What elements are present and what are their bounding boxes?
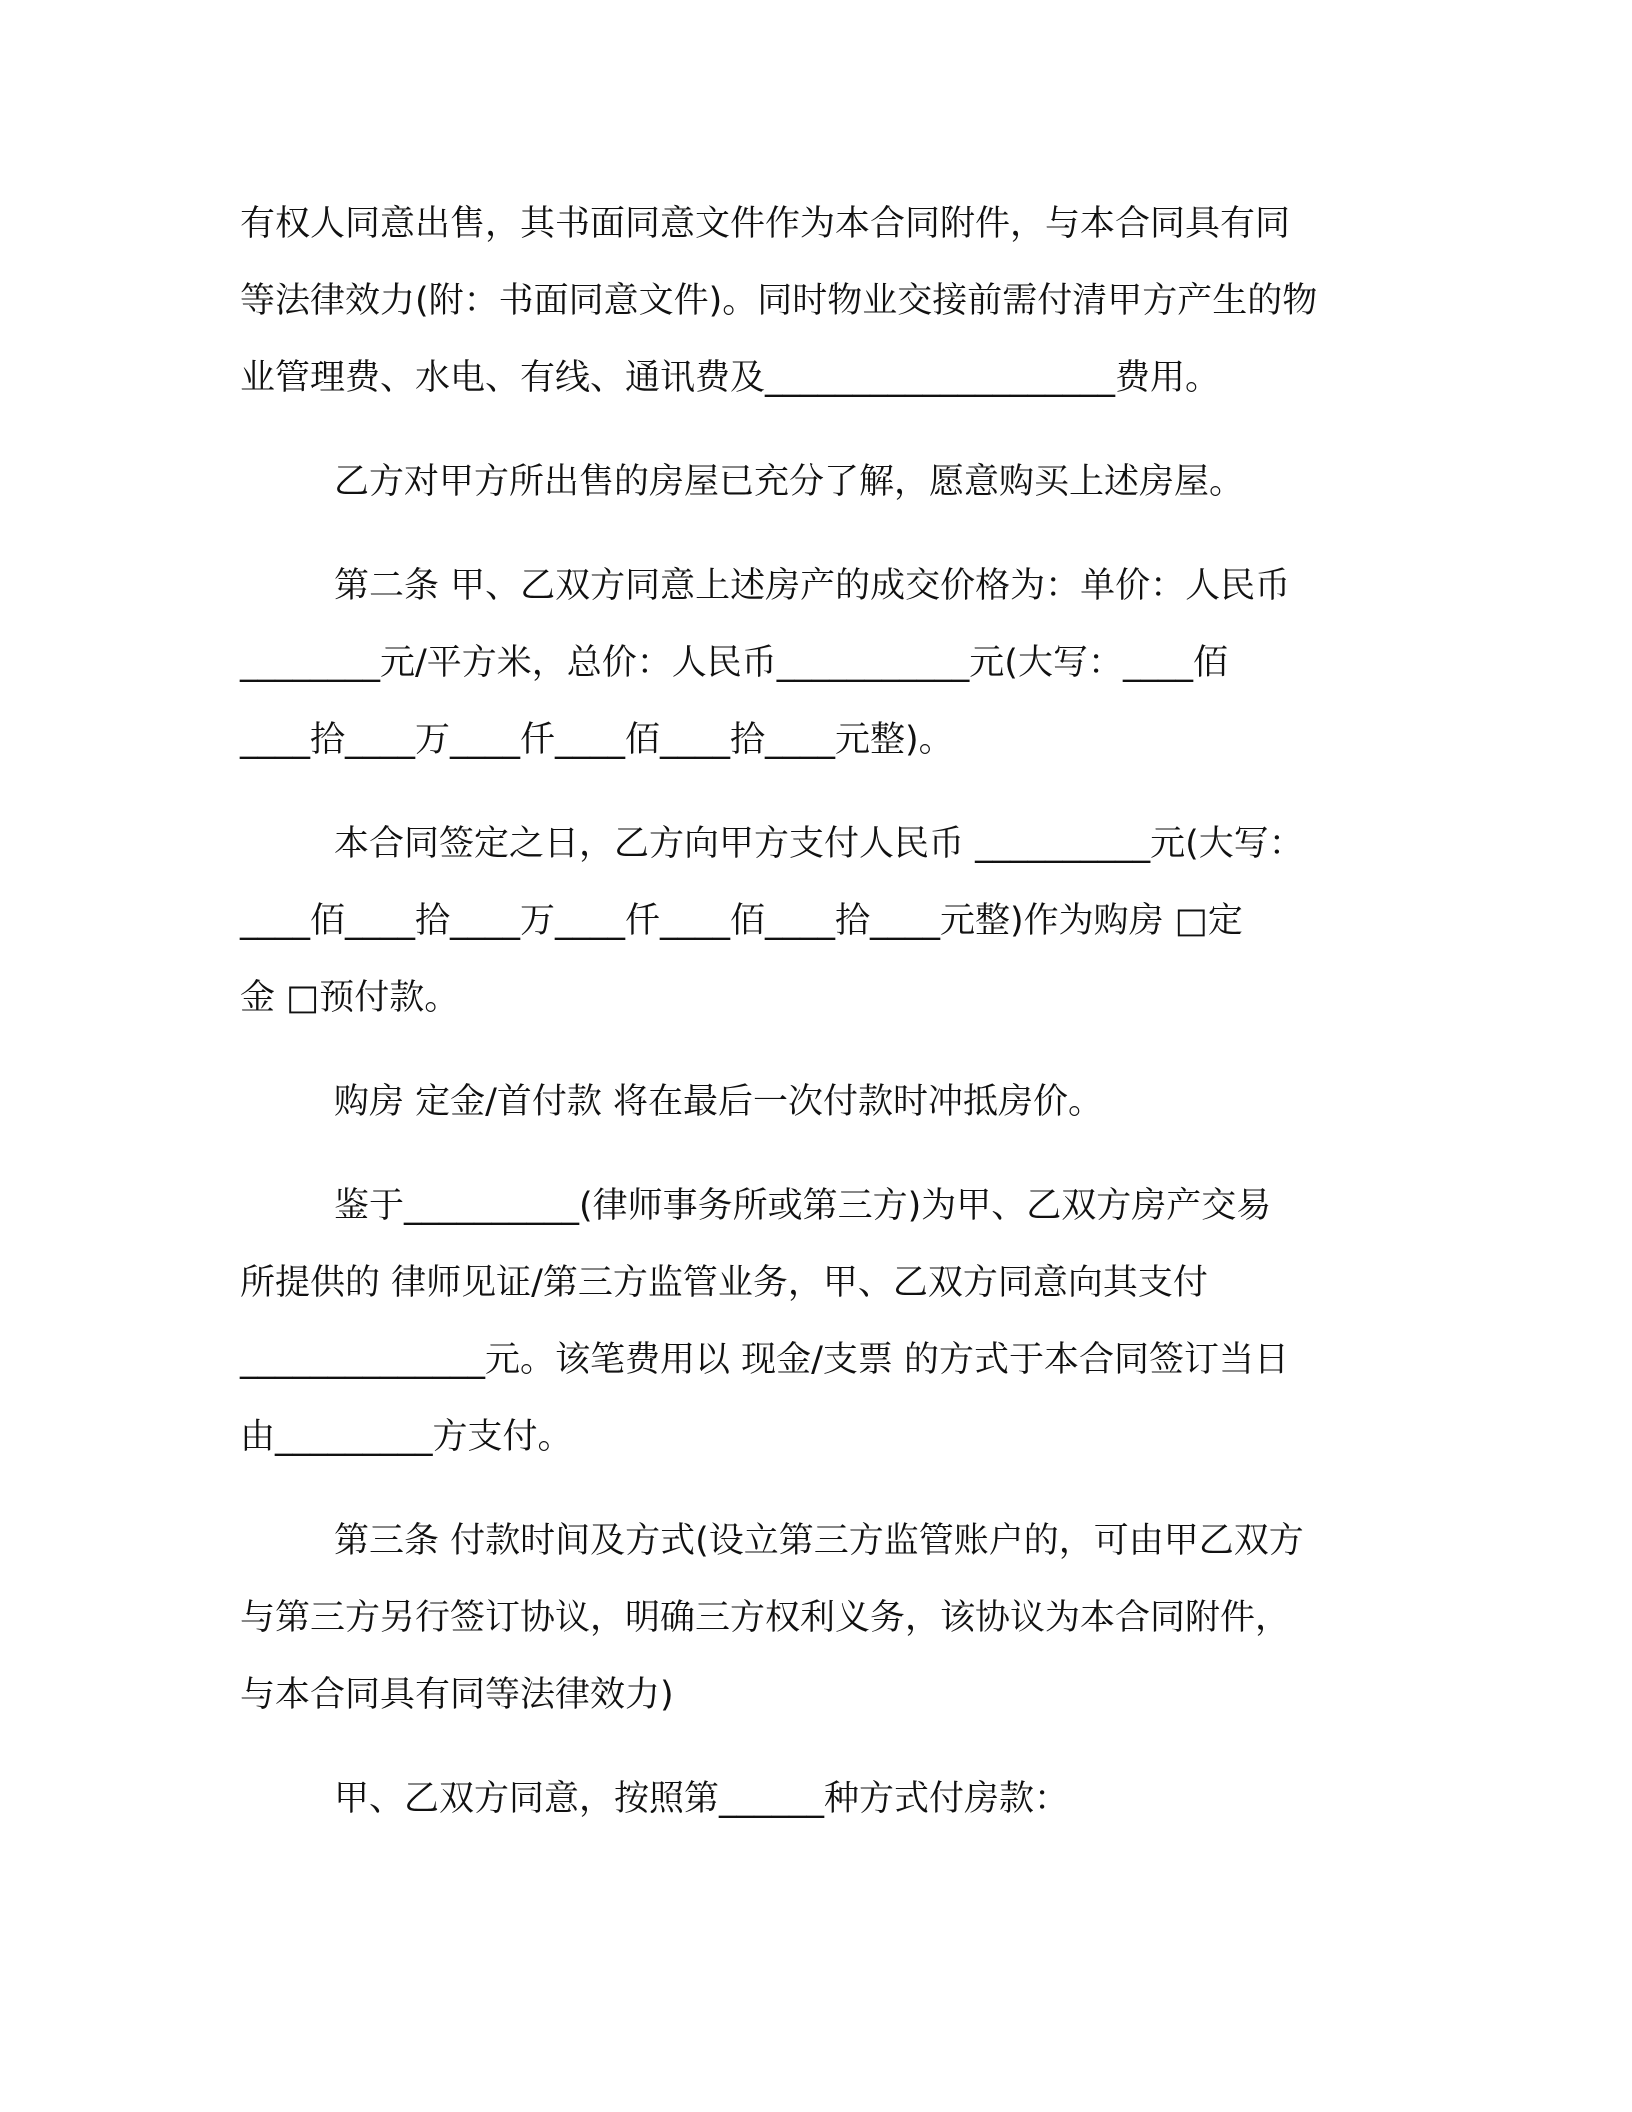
text-line: 购房 定金/首付款 将在最后一次付款时冲抵房价。 — [334, 1082, 1104, 1122]
text-line: ____佰____拾____万____仟____佰____拾____元整)作为购房 □定 — [240, 901, 1243, 941]
text-line: 第三条 付款时间及方式(设立第三方监管账户的，可由甲乙双方 — [334, 1521, 1304, 1561]
text-line: ______________元。该笔费用以 现金/支票 的方式于本合同签订当日 — [240, 1340, 1290, 1380]
paragraph-spacer — [240, 1037, 1380, 1064]
paragraph-payment-method — [240, 1761, 1380, 1838]
text-line: 由_________方支付。 — [240, 1417, 573, 1457]
paragraph-spacer — [240, 1734, 1380, 1761]
paragraph-spacer — [240, 779, 1380, 806]
paragraph-spacer — [240, 417, 1380, 444]
paragraph-third-party-fee — [240, 1168, 1380, 1476]
text-line: 有权人同意出售，其书面同意文件作为本合同附件，与本合同具有同 — [240, 204, 1291, 244]
text-line: 与本合同具有同等法律效力) — [240, 1675, 674, 1715]
text-line: 乙方对甲方所出售的房屋已充分了解，愿意购买上述房屋。 — [334, 462, 1245, 502]
text-line: ____拾____万____仟____佰____拾____元整)。 — [240, 720, 954, 760]
text-line: 与第三方另行签订协议，明确三方权利义务，该协议为本合同附件， — [240, 1598, 1291, 1638]
text-line: ________元/平方米，总价：人民币___________元(大写：____佰 — [240, 643, 1228, 683]
text-line: 金 □预付款。 — [240, 978, 460, 1018]
paragraph-spacer — [240, 521, 1380, 548]
paragraph-deposit-offset — [240, 1064, 1380, 1141]
text-line: 等法律效力(附：书面同意文件)。同时物业交接前需付清甲方产生的物 — [240, 281, 1318, 321]
text-line: 第二条 甲、乙双方同意上述房产的成交价格为：单价：人民币 — [334, 566, 1291, 606]
paragraph-article-2-price — [240, 548, 1380, 779]
text-line: 本合同签定之日，乙方向甲方支付人民币 __________元(大写： — [334, 824, 1304, 864]
paragraph-owner-consent — [240, 186, 1380, 417]
text-line: 甲、乙双方同意，按照第______种方式付房款： — [334, 1779, 1070, 1819]
paragraph-spacer — [240, 1476, 1380, 1503]
document-body — [240, 186, 1380, 1838]
text-line: 所提供的 律师见证/第三方监管业务，甲、乙双方同意向其支付 — [240, 1263, 1208, 1303]
text-line: 业管理费、水电、有线、通讯费及____________________费用。 — [240, 358, 1221, 398]
paragraph-buyer-understanding — [240, 444, 1380, 521]
paragraph-deposit — [240, 806, 1380, 1037]
paragraph-spacer — [240, 1141, 1380, 1168]
paragraph-article-3-payment — [240, 1503, 1380, 1734]
text-line: 鉴于__________(律师事务所或第三方)为甲、乙双方房产交易 — [334, 1186, 1272, 1226]
